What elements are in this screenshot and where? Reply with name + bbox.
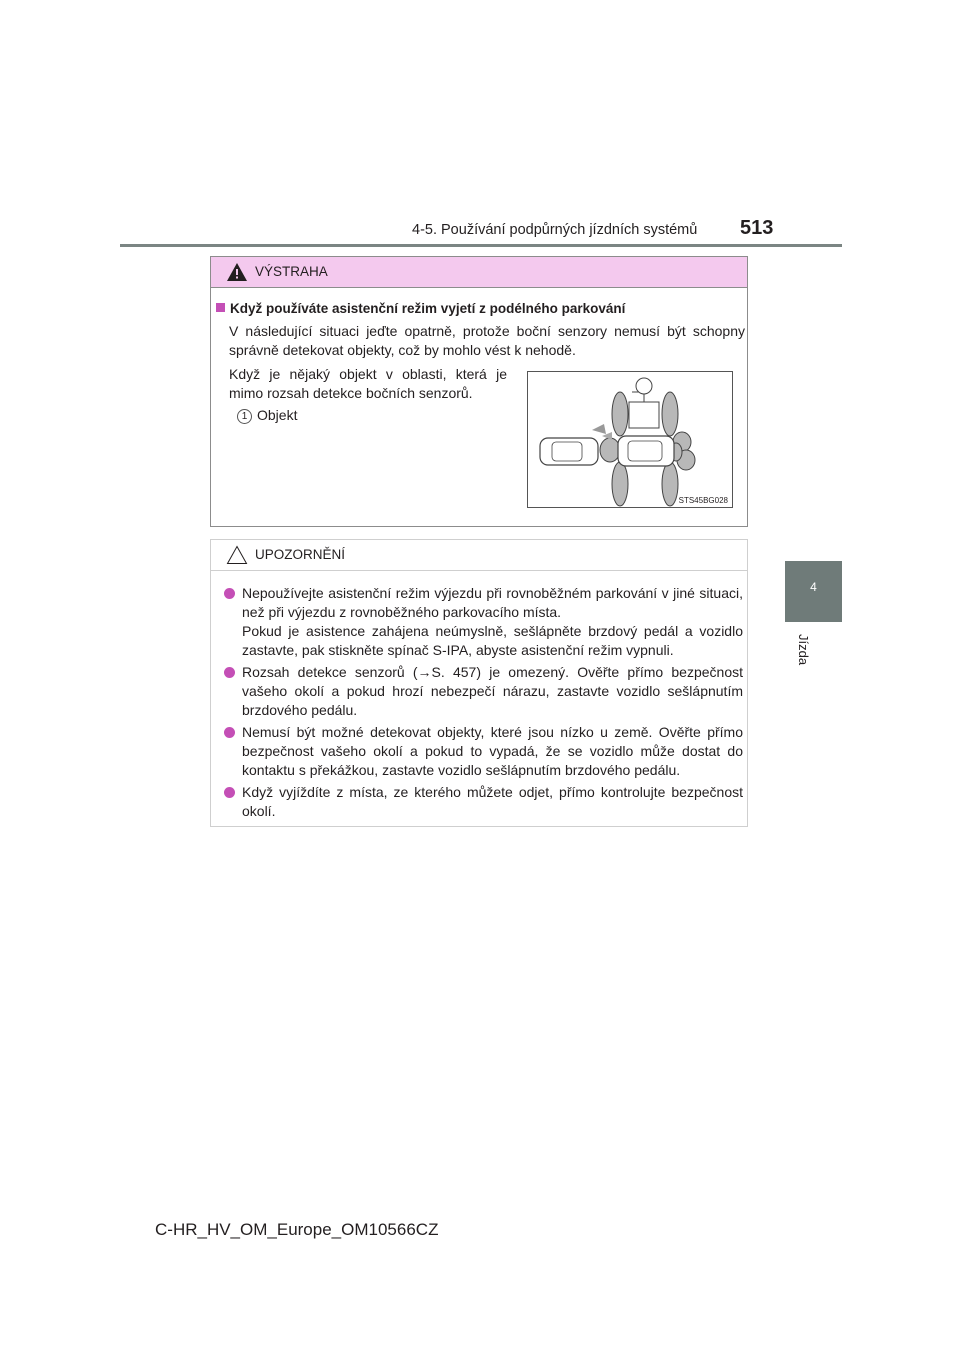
- warning-triangle-icon: [226, 262, 248, 282]
- caution-text: Rozsah detekce senzorů (→S. 457) je omezený. Ověřte přímo bezpečnost vašeho okolí a pokud hrozí nebezpečí nárazu, zastavte vozidlo sešlápnutím brzdového pedálu.: [242, 664, 743, 718]
- caution-text: Nepoužívejte asistenční režim výjezdu při rovnoběžném parkování v jiné situaci, než při výjezdu z rovnoběžného parkovacího místa.: [242, 585, 743, 620]
- legend-label: Objekt: [257, 407, 298, 423]
- round-bullet-icon: [224, 727, 235, 738]
- warning-subheading-text: Když používáte asistenční režim vyjetí z podélného parkování: [230, 301, 626, 316]
- warning-subheading: [216, 301, 625, 316]
- warning-box: [210, 256, 748, 527]
- caution-text: Když vyjíždíte z místa, ze kterého můžete odjet, přímo kontrolujte bezpečnost okolí.: [242, 784, 743, 819]
- warning-header: [211, 257, 747, 288]
- header-divider: [120, 244, 842, 247]
- figure-code: STS45BG028: [678, 496, 728, 505]
- warning-paragraph: V následující situaci jeďte opatrně, protože boční senzory nemusí být schopny správně detekovat objekty, což by mohlo vést k nehodě.: [229, 323, 745, 358]
- caution-bullet: [223, 783, 743, 821]
- chapter-label: Jízda: [796, 634, 811, 666]
- caution-bullet: [223, 723, 743, 780]
- legend-number: 1: [237, 409, 252, 424]
- legend-item: [237, 407, 297, 424]
- round-bullet-icon: [224, 588, 235, 599]
- caution-bullet: [223, 584, 743, 660]
- caution-list: [223, 584, 743, 824]
- square-bullet-icon: [216, 303, 225, 312]
- caution-header: [211, 540, 747, 571]
- caution-triangle-icon: [226, 545, 248, 565]
- caution-text: Pokud je asistence zahájena neúmyslně, sešlápněte brzdový pedál a vozidlo zastavte, pak stiskněte spínač S-IPA, abyste asistenční režim vypnuli.: [242, 623, 743, 658]
- document-code: C-HR_HV_OM_Europe_OM10566CZ: [155, 1220, 439, 1239]
- chapter-tab: 4: [785, 561, 842, 622]
- parking-illustration: [527, 371, 733, 508]
- caution-heading: UPOZORNĚNÍ: [255, 547, 346, 562]
- caution-text: Nemusí být možné detekovat objekty, které jsou nízko u země. Ověřte přímo bezpečnost vašeho okolí a pokud to vypadá, že se vozidlo může dostat do kontaktu s překážkou, zastavte vozidlo sešlápnutím brzdového pedálu.: [242, 724, 743, 778]
- caution-bullet: [223, 663, 743, 720]
- section-title: 4-5. Používání podpůrných jízdních systémů: [412, 222, 698, 238]
- round-bullet-icon: [224, 667, 235, 678]
- round-bullet-icon: [224, 787, 235, 798]
- page-number: 513: [740, 217, 774, 239]
- warning-heading: VÝSTRAHA: [255, 264, 328, 279]
- warning-situation: Když je nějaký objekt v oblasti, která je mimo rozsah detekce bočních senzorů.: [229, 366, 507, 401]
- parking-diagram: [528, 372, 732, 507]
- caution-box: [210, 539, 748, 827]
